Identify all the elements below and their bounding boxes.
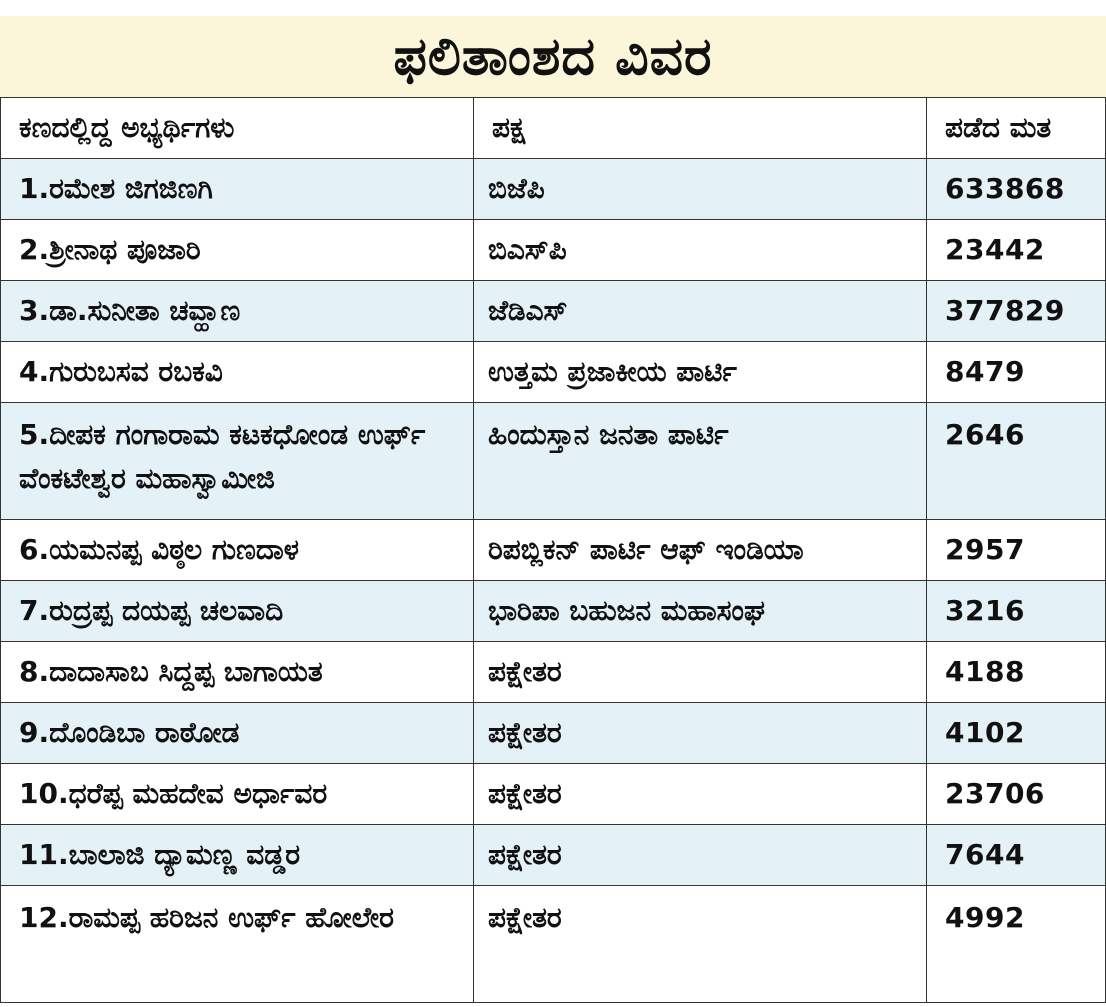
candidate-cell: 8.ದಾದಾಸಾಬ ಸಿದ್ದಪ್ಪ ಬಾಗಾಯತ (1, 642, 474, 703)
table-row (1, 825, 1106, 886)
candidate-cell: 5.ದೀಪಕ ಗಂಗಾರಾಮ ಕಟಕಧೋಂಡ ಉರ್ಫ್ ವೆಂಕಟೇಶ್ವರ ಮಹಾಸ್ವಾಮೀಜಿ (1, 403, 474, 520)
votes-cell: 2646 (927, 403, 1106, 520)
candidate-cell: 11.ಬಾಲಾಜಿ ದ್ಯಾಮಣ್ಣ ವಡ್ಡರ (1, 825, 474, 886)
votes-cell: 23442 (927, 220, 1106, 281)
table-row (1, 342, 1106, 403)
table-row (1, 703, 1106, 764)
party-cell: ಪಕ್ಷೇತರ (474, 886, 927, 1003)
table-row (1, 764, 1106, 825)
table-row (1, 220, 1106, 281)
results-table (0, 97, 1106, 1003)
title-banner (0, 16, 1106, 98)
votes-cell: 7644 (927, 825, 1106, 886)
candidate-cell: 10.ಧರೆಪ್ಪ ಮಹದೇವ ಅರ್ಧಾವರ (1, 764, 474, 825)
candidate-cell: 3.ಡಾ.ಸುನೀತಾ ಚವ್ಹಾಣ (1, 281, 474, 342)
candidate-cell: 4.ಗುರುಬಸವ ರಬಕವಿ (1, 342, 474, 403)
candidate-cell: 1.ರಮೇಶ ಜಿಗಜಿಣಗಿ (1, 159, 474, 220)
votes-cell: 3216 (927, 581, 1106, 642)
candidate-cell: 9.ದೊಂಡಿಬಾ ರಾಠೋಡ (1, 703, 474, 764)
party-cell: ಭಾರಿಪಾ ಬಹುಜನ ಮಹಾಸಂಘ (474, 581, 927, 642)
candidate-cell: 2.ಶ್ರೀನಾಥ ಪೂಜಾರಿ (1, 220, 474, 281)
table-row (1, 520, 1106, 581)
table-header-row (1, 98, 1106, 159)
votes-cell: 23706 (927, 764, 1106, 825)
party-cell: ಹಿಂದುಸ್ತಾನ ಜನತಾ ಪಾರ್ಟಿ (474, 403, 927, 520)
table-row (1, 281, 1106, 342)
header-party: ಪಕ್ಷ (474, 98, 927, 159)
votes-cell: 4102 (927, 703, 1106, 764)
header-candidates: ಕಣದಲ್ಲಿದ್ದ ಅಭ್ಯರ್ಥಿಗಳು (1, 98, 474, 159)
votes-cell: 377829 (927, 281, 1106, 342)
candidate-cell: 7.ರುದ್ರಪ್ಪ ದಯಪ್ಪ ಚಲವಾದಿ (1, 581, 474, 642)
votes-cell: 8479 (927, 342, 1106, 403)
candidate-cell: 12.ರಾಮಪ್ಪ ಹರಿಜನ ಉರ್ಫ್ ಹೋಲೇರ (1, 886, 474, 1003)
table-row (1, 642, 1106, 703)
party-cell: ರಿಪಬ್ಲಿಕನ್ ಪಾರ್ಟಿ ಆಫ್ ಇಂಡಿಯಾ (474, 520, 927, 581)
party-cell: ಬಿಜೆಪಿ (474, 159, 927, 220)
table-row (1, 581, 1106, 642)
party-cell: ಪಕ್ಷೇತರ (474, 764, 927, 825)
header-votes: ಪಡೆದ ಮತ (927, 98, 1106, 159)
party-cell: ಪಕ್ಷೇತರ (474, 825, 927, 886)
votes-cell: 633868 (927, 159, 1106, 220)
party-cell: ಪಕ್ಷೇತರ (474, 703, 927, 764)
table-row (1, 159, 1106, 220)
party-cell: ಬಿಎಸ್‌ಪಿ (474, 220, 927, 281)
votes-cell: 2957 (927, 520, 1106, 581)
results-table-body (1, 98, 1106, 1003)
votes-cell: 4188 (927, 642, 1106, 703)
party-cell: ಜೆಡಿಎಸ್ (474, 281, 927, 342)
page-title: ಫಲಿತಾಂಶದ ವಿವರ (393, 26, 713, 87)
table-row (1, 886, 1106, 1003)
table-row (1, 403, 1106, 520)
votes-cell: 4992 (927, 886, 1106, 1003)
candidate-cell: 6.ಯಮನಪ್ಪ ವಿಠ್ಠಲ ಗುಣದಾಳ (1, 520, 474, 581)
party-cell: ಪಕ್ಷೇತರ (474, 642, 927, 703)
party-cell: ಉತ್ತಮ ಪ್ರಜಾಕೀಯ ಪಾರ್ಟಿ (474, 342, 927, 403)
